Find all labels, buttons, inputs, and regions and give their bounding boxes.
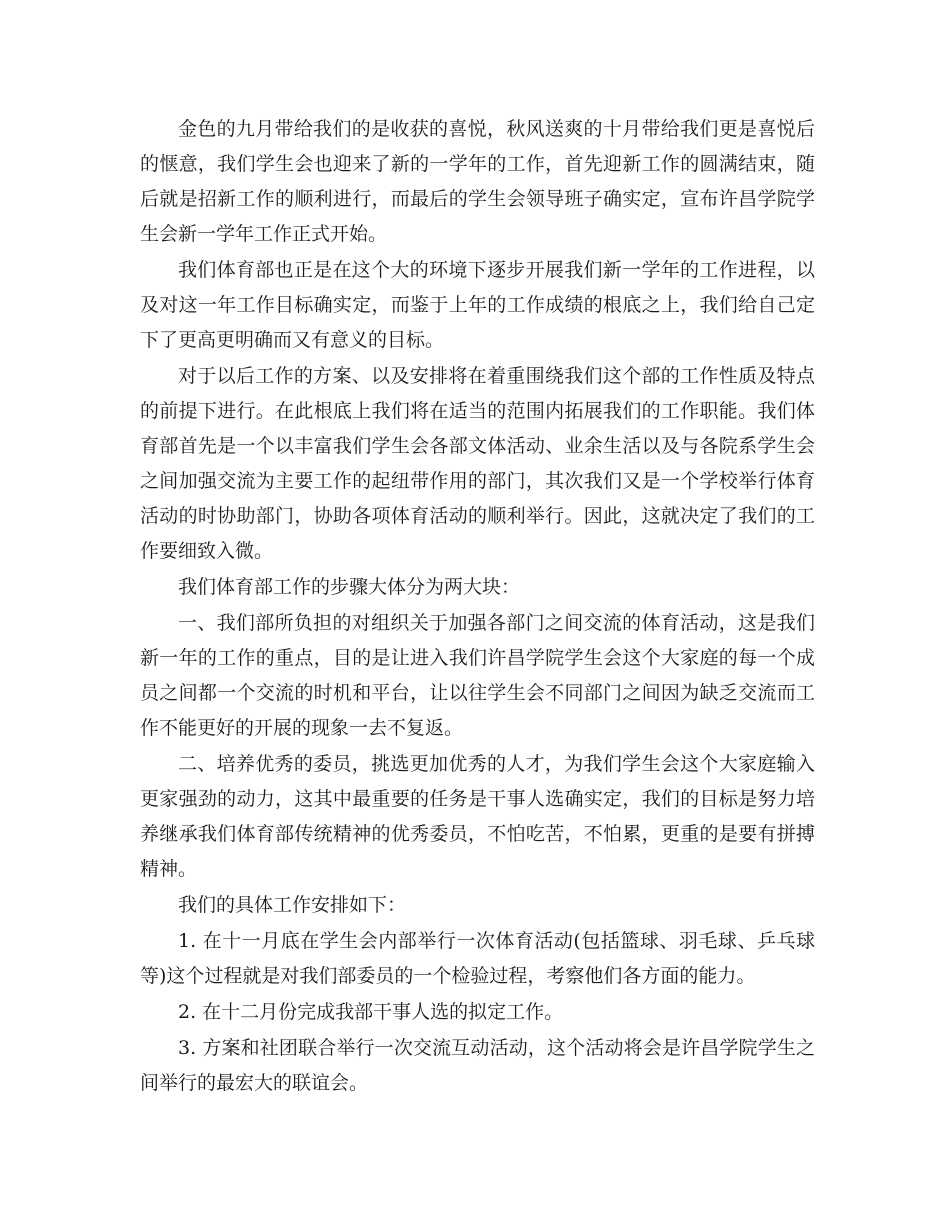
list-item-1: 1. 在十一月底在学生会内部举行一次体育活动(包括篮球、羽毛球、乒乓球等)这个过程就是对我们部委员的一个检验过程，考察他们各方面的能力。 xyxy=(140,930,815,987)
paragraph-4: 我们体育部工作的步骤大体分为两大块： xyxy=(178,576,521,598)
paragraph-3: 对于以后工作的方案、以及安排将在着重围绕我们这个部的工作性质及特点的前提下进行。在此根底上我们将在适当的范围内拓展我们的工作职能。我们体育部首先是一个以丰富我们学生会各部文体活动、业余生活以及与各院系学生会之间加强交流为主要工作的起纽带作用的部门，其次我们又是一个学校举行体育活动的时协助部门，协助各项体育活动的顺利举行。因此，这就决定了我们的工作要细致入微。 xyxy=(140,365,815,562)
paragraph-5: 一、我们部所负担的对组织关于加强各部门之间交流的体育活动，这是我们新一年的工作的重点，目的是让进入我们许昌学院学生会这个大家庭的每一个成员之间都一个交流的时机和平台，让以往学生会不同部门之间因为缺乏交流而工作不能更好的开展的现象一去不复返。 xyxy=(140,612,815,739)
paragraph-7: 我们的具体工作安排如下： xyxy=(178,894,407,916)
list-item-2: 2. 在十二月份完成我部干事人选的拟定工作。 xyxy=(178,1001,564,1023)
document-body xyxy=(140,112,815,1102)
paragraph-6: 二、培养优秀的委员，挑选更加优秀的人才，为我们学生会这个大家庭输入更家强劲的动力，这其中最重要的任务是干事人选确实定，我们的目标是努力培养继承我们体育部传统精神的优秀委员，不怕吃苦，不怕累，更重的是要有拼搏精神。 xyxy=(140,753,815,880)
paragraph-1: 金色的九月带给我们的是收获的喜悦，秋风送爽的十月带给我们更是喜悦后的惬意，我们学生会也迎来了新的一学年的工作，首先迎新工作的圆满结束，随后就是招新工作的顺利进行，而最后的学生会领导班子确实定，宣布许昌学院学生会新一学年工作正式开始。 xyxy=(140,118,815,245)
list-item-3: 3. 方案和社团联合举行一次交流互动活动，这个活动将会是许昌学院学生之间举行的最宏大的联谊会。 xyxy=(140,1037,815,1094)
paragraph-2: 我们体育部也正是在这个大的环境下逐步开展我们新一学年的工作进程，以及对这一年工作目标确实定，而鉴于上年的工作成绩的根底之上，我们给自己定下了更高更明确而又有意义的目标。 xyxy=(140,259,815,351)
